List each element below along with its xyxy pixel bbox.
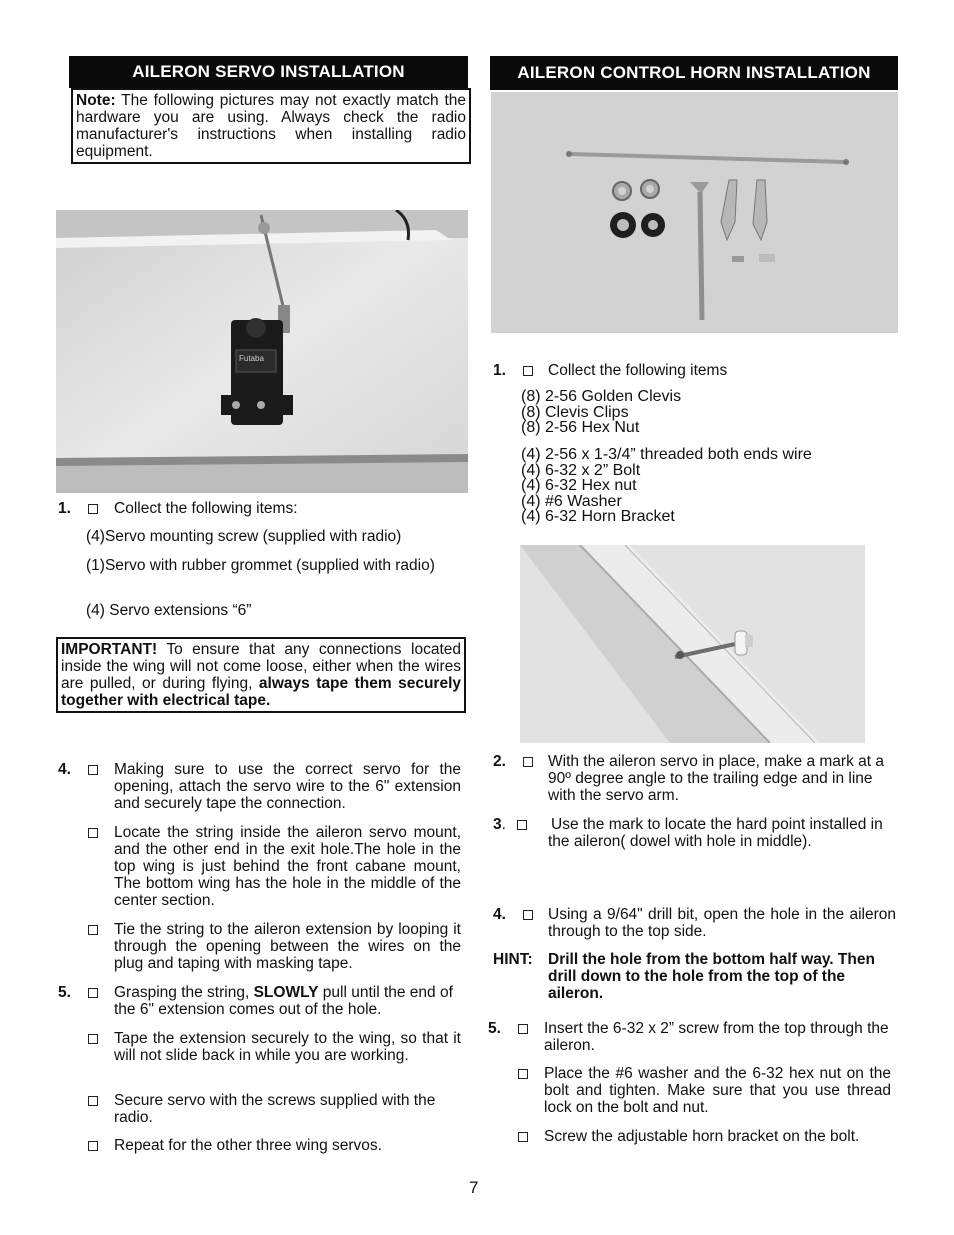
checkbox[interactable] [523, 757, 533, 767]
left-step-5-sub-3: Repeat for the other three wing servos. [114, 1137, 382, 1154]
step-number: 2. [493, 753, 506, 770]
checkbox[interactable] [518, 1132, 528, 1142]
checkbox[interactable] [88, 504, 98, 514]
step-number: 1. [493, 362, 506, 379]
section-header-horn [490, 56, 898, 90]
left-step-4-sub-2: Tie the string to the aileron extension by looping it through the opening between the wires on the plug and taping with masking tape. [114, 921, 461, 972]
hint-label: HINT: [493, 951, 533, 968]
step-number: 4. [58, 761, 71, 778]
right-step-1 [493, 362, 893, 380]
important-box [56, 637, 466, 713]
aileron-photo-illustration [520, 545, 865, 743]
hardware-photo [491, 92, 898, 333]
checkbox[interactable] [517, 820, 527, 830]
section-header-servo-text: AILERON SERVO INSTALLATION [132, 62, 405, 81]
checkbox[interactable] [523, 366, 533, 376]
checkbox[interactable] [518, 1069, 528, 1079]
hardware-photo-illustration [491, 92, 898, 333]
checkbox[interactable] [88, 1141, 98, 1151]
list-item: (4) 6-32 Hex nut [521, 477, 637, 494]
checkbox[interactable] [88, 765, 98, 775]
note-box [71, 88, 471, 164]
servo-item-1: (4)Servo mounting screw (supplied with radio) [86, 528, 402, 545]
right-step-4-text: Using a 9/64" drill bit, open the hole in the aileron through to the top side. [548, 906, 896, 940]
servo-item-3: (4) Servo extensions “6” [86, 602, 252, 619]
step-number: 1. [58, 500, 71, 517]
note-label: Note: [76, 92, 116, 109]
hint-text: Drill the hole from the bottom half way. Then drill down to the hole from the top of the aileron. [548, 951, 875, 1002]
step-number: 4. [493, 906, 506, 923]
list-item: (8) Clevis Clips [521, 403, 629, 421]
section-header-horn-text: AILERON CONTROL HORN INSTALLATION [517, 63, 871, 82]
left-step-4-number [58, 761, 71, 779]
step-title: Collect the following items [548, 362, 728, 379]
checkbox[interactable] [88, 988, 98, 998]
checkbox[interactable] [88, 925, 98, 935]
section-header-servo [69, 56, 468, 88]
left-step-5-sub-2: Secure servo with the screws supplied with the radio. [114, 1092, 436, 1126]
step-title: Collect the following items: [114, 500, 298, 517]
servo-photo-illustration [56, 210, 468, 493]
left-step-5-number [58, 984, 71, 1002]
step-text-bold: SLOWLY [253, 984, 319, 1001]
hardware-list-1 [521, 389, 891, 436]
list-item: (4) 2-56 x 1-3/4” threaded both ends wire [521, 446, 812, 463]
important-text: To ensure that any connections located inside the wing will not come loose, either when the wires are pulled, or during flying, [61, 641, 461, 692]
step-number: 5. [58, 984, 71, 1001]
step-number: 3 [493, 816, 502, 833]
page-number: 7 [469, 1178, 479, 1197]
right-step-3-number [493, 816, 506, 834]
important-bold-text: always tape them securely together with electrical tape. [61, 675, 462, 709]
servo-photo [56, 210, 468, 493]
right-step-4-number [493, 906, 506, 924]
checkbox[interactable] [88, 1096, 98, 1106]
left-step-5-sub-1: Tape the extension securely to the wing, so that it will not slide back in while you are working. [114, 1030, 461, 1064]
checkbox[interactable] [523, 910, 533, 920]
right-step-5-sub-1: Place the #6 washer and the 6-32 hex nut on the bolt and tighten. Make sure that you use thread lock on the bolt and nut. [544, 1065, 891, 1116]
step-text-post: pull until the end of the 6" extension comes out of the hole. [114, 984, 453, 1018]
hardware-list-2 [521, 447, 891, 525]
servo-item-2: (1)Servo with rubber grommet (supplied with radio) [86, 557, 435, 574]
checkbox[interactable] [518, 1024, 528, 1034]
note-text: The following pictures may not exactly match the hardware you are using. Always check the radio manufacturer's instructions when installing radio equipment. [76, 92, 466, 160]
step-number-dot: . [501, 816, 506, 833]
right-step-5-sub-2: Screw the adjustable horn bracket on the bolt. [544, 1128, 860, 1145]
important-label: IMPORTANT! [61, 641, 158, 658]
right-step-2-text: With the aileron servo in place, make a mark at a 90º degree angle to the trailing edge and in line with the servo arm. [548, 753, 884, 804]
left-step-1 [58, 500, 468, 518]
checkbox[interactable] [88, 1034, 98, 1044]
right-step-3-text: Use the mark to locate the hard point installed in the aileron( dowel with hole in middle). [548, 816, 883, 850]
servo-brand-label: Futaba [239, 354, 264, 363]
step-number: 5. [488, 1020, 501, 1037]
left-step-5-text [114, 984, 466, 1018]
aileron-photo [520, 545, 865, 743]
right-step-5-number [488, 1020, 501, 1038]
step-text-pre: Grasping the string, [114, 984, 254, 1001]
list-item: (8) 2-56 Golden Clevis [521, 388, 682, 405]
left-step-4-sub-1: Locate the string inside the aileron servo mount, and the other end in the exit hole.The hole in the top wing is just behind the front cabane mount, The bottom wing has the hole in the middle of the center section. [114, 824, 461, 909]
list-item: (4) #6 Washer [521, 492, 622, 510]
list-item: (4) 6-32 Horn Bracket [521, 508, 675, 525]
checkbox[interactable] [88, 828, 98, 838]
list-item: (8) 2-56 Hex Nut [521, 419, 640, 436]
list-item: (4) 6-32 x 2” Bolt [521, 461, 641, 479]
right-step-2-number [493, 753, 506, 771]
left-step-4-text: Making sure to use the correct servo for the opening, attach the servo wire to the 6" extension and securely tape the connection. [114, 761, 461, 812]
right-step-5-text: Insert the 6-32 x 2” screw from the top through the aileron. [544, 1020, 889, 1054]
